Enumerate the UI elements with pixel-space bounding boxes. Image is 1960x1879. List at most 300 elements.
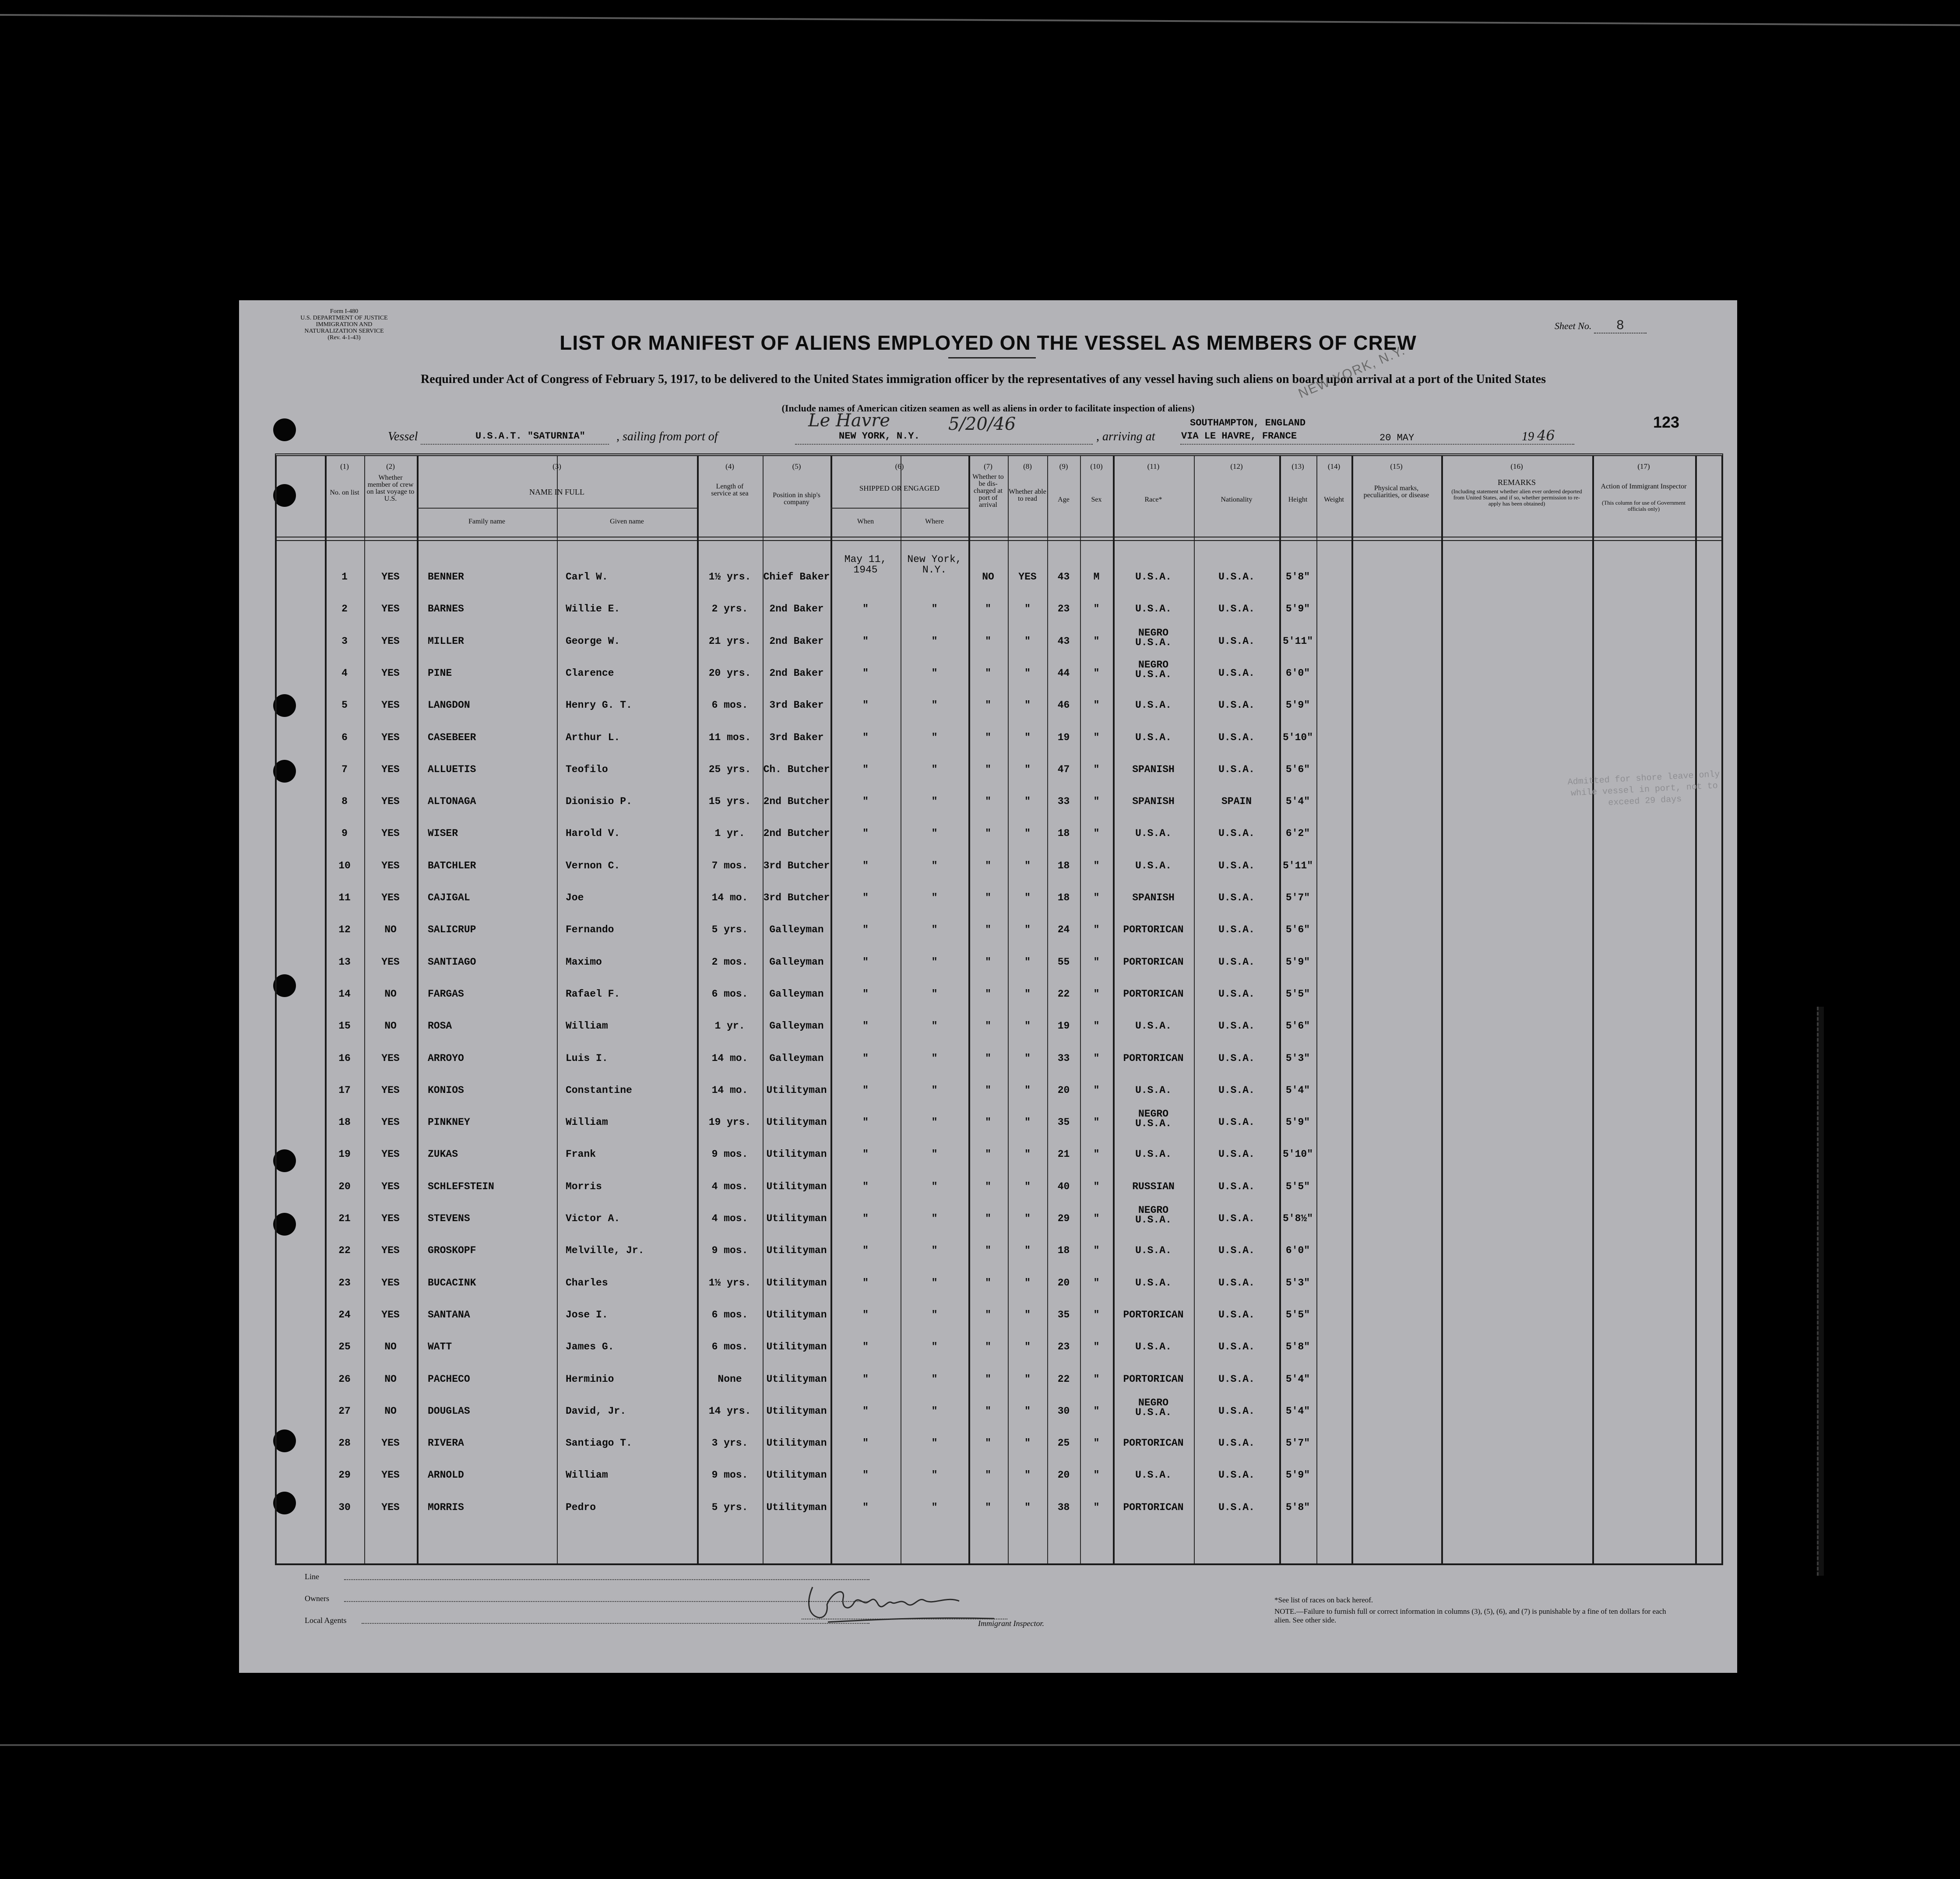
row-length-service: 15 yrs. xyxy=(708,796,751,807)
row-able-to-read: " xyxy=(1024,1148,1031,1160)
row-nationality: U.S.A. xyxy=(1218,828,1255,839)
row-nationality: U.S.A. xyxy=(1218,1053,1255,1064)
row-position: Utilityman xyxy=(766,1117,827,1128)
header-weight: Weight xyxy=(1324,496,1344,503)
row-crew-last-voyage: YES xyxy=(381,1148,400,1160)
row-able-to-read: " xyxy=(1024,1053,1031,1064)
col-number: (2) xyxy=(386,462,395,471)
row-family-name: ARROYO xyxy=(428,1053,464,1064)
row-age: 23 xyxy=(1057,1341,1070,1352)
sailing-from-typed: NEW YORK, N.Y. xyxy=(839,431,920,442)
row-length-service: 2 mos. xyxy=(711,956,748,968)
sailing-line xyxy=(795,444,1093,445)
row-able-to-read: " xyxy=(1024,956,1031,968)
row-height: 5'10" xyxy=(1282,1148,1313,1160)
row-nationality: U.S.A. xyxy=(1218,1469,1255,1481)
row-position: Utilityman xyxy=(766,1469,827,1481)
row-nationality: U.S.A. xyxy=(1218,1117,1255,1128)
row-number: 3 xyxy=(341,636,348,647)
row-family-name: WISER xyxy=(428,828,458,839)
row-length-service: 9 mos. xyxy=(711,1245,748,1256)
row-family-name: SALICRUP xyxy=(428,924,476,935)
row-shipped-when: " xyxy=(862,1309,869,1321)
header-action-note: (This column for use of Government officials only) xyxy=(1602,499,1686,512)
header-crew-last-voyage: Whether member of crew on last voyage to U.S. xyxy=(366,474,415,502)
row-shipped-where: " xyxy=(931,828,938,839)
row-able-to-read: " xyxy=(1024,828,1031,839)
row-race: U.S.A. xyxy=(1135,571,1172,583)
row-nationality: U.S.A. xyxy=(1218,892,1255,903)
form-service: IMMIGRATION AND NATURALIZATION SERVICE xyxy=(304,321,384,334)
row-crew-last-voyage: NO xyxy=(384,1341,397,1352)
row-shipped-when: " xyxy=(862,924,869,935)
row-height: 5'8½" xyxy=(1282,1213,1313,1224)
row-race: U.S.A. xyxy=(1135,860,1172,871)
sailing-from-handwritten: Le Havre xyxy=(808,411,890,431)
row-able-to-read: " xyxy=(1024,1309,1031,1321)
row-shipped-where: " xyxy=(931,667,938,679)
row-family-name: PINE xyxy=(428,667,452,679)
row-given-name: Herminio xyxy=(566,1373,614,1385)
row-number: 27 xyxy=(338,1405,351,1417)
row-race: PORTORICAN xyxy=(1123,924,1184,935)
row-shipped-where: " xyxy=(931,1117,938,1128)
column-divider xyxy=(968,456,970,1563)
row-family-name: GROSKOPF xyxy=(428,1245,476,1256)
row-age: 25 xyxy=(1057,1437,1070,1449)
row-shipped-where: " xyxy=(931,892,938,903)
row-height: 5'4" xyxy=(1285,1085,1310,1096)
header-physical-marks: Physical marks, peculiarities, or disease xyxy=(1363,485,1429,499)
row-shipped-where: " xyxy=(931,1245,938,1256)
scan-border-line xyxy=(0,1744,1960,1746)
row-family-name: ROSA xyxy=(428,1020,452,1032)
header-when: When xyxy=(857,518,874,525)
row-shipped-where: " xyxy=(931,1020,938,1032)
row-shipped-when: " xyxy=(862,1405,869,1417)
row-able-to-read: " xyxy=(1024,1502,1031,1513)
row-height: 5'3" xyxy=(1285,1053,1310,1064)
manifest-sheet xyxy=(239,300,1737,1673)
row-length-service: 6 mos. xyxy=(711,988,748,1000)
col-number: (11) xyxy=(1147,462,1160,471)
row-discharged: " xyxy=(985,1181,991,1192)
row-sex: " xyxy=(1093,1213,1100,1224)
row-height: 5'10" xyxy=(1282,732,1313,743)
row-race: NEGRO U.S.A. xyxy=(1135,1397,1172,1418)
row-sex: " xyxy=(1093,1053,1100,1064)
row-height: 5'4" xyxy=(1285,796,1310,807)
row-position: 2nd Baker xyxy=(769,636,824,647)
sheet-number-label: Sheet No. xyxy=(1555,320,1592,331)
row-length-service: 7 mos. xyxy=(711,860,748,871)
row-age: 30 xyxy=(1057,1405,1070,1417)
row-nationality: U.S.A. xyxy=(1218,1277,1255,1289)
row-able-to-read: " xyxy=(1024,732,1031,743)
col-number: (8) xyxy=(1023,462,1032,471)
row-shipped-when: " xyxy=(862,1053,869,1064)
row-discharged: " xyxy=(985,988,991,1000)
row-discharged: " xyxy=(985,1117,991,1128)
col-number: (5) xyxy=(792,462,801,471)
row-sex: " xyxy=(1093,956,1100,968)
row-shipped-where: New York, N.Y. xyxy=(907,554,962,576)
row-crew-last-voyage: YES xyxy=(381,796,400,807)
row-position: 2nd Butcher xyxy=(763,796,830,807)
row-shipped-when: " xyxy=(862,764,869,775)
header-position: Position in ship's company xyxy=(773,492,820,506)
row-crew-last-voyage: YES xyxy=(381,603,400,615)
row-sex: " xyxy=(1093,1148,1100,1160)
row-race: PORTORICAN xyxy=(1123,1502,1184,1513)
row-discharged: " xyxy=(985,924,991,935)
row-shipped-when: " xyxy=(862,1437,869,1449)
row-shipped-where: " xyxy=(931,1213,938,1224)
row-length-service: 11 mos. xyxy=(708,732,751,743)
row-shipped-where: " xyxy=(931,732,938,743)
row-family-name: PACHECO xyxy=(428,1373,470,1385)
row-given-name: William xyxy=(566,1469,608,1481)
row-shipped-when: " xyxy=(862,860,869,871)
row-height: 5'9" xyxy=(1285,1117,1310,1128)
row-position: 2nd Baker xyxy=(769,603,824,615)
col-number: (9) xyxy=(1059,462,1068,471)
row-given-name: David, Jr. xyxy=(566,1405,626,1417)
row-crew-last-voyage: YES xyxy=(381,1213,400,1224)
row-sex: M xyxy=(1093,571,1100,583)
col-number: (3) xyxy=(552,462,561,471)
row-crew-last-voyage: YES xyxy=(381,1245,400,1256)
column-divider xyxy=(557,456,558,1563)
row-shipped-when: " xyxy=(862,988,869,1000)
row-height: 6'0" xyxy=(1285,1245,1310,1256)
row-shipped-where: " xyxy=(931,699,938,711)
col-number: (15) xyxy=(1390,462,1403,471)
row-number: 21 xyxy=(338,1213,351,1224)
column-divider xyxy=(763,456,764,1563)
row-shipped-when: " xyxy=(862,1085,869,1096)
row-shipped-when: " xyxy=(862,1117,869,1128)
form-number: Form I-480 xyxy=(330,308,359,315)
row-position: Utilityman xyxy=(766,1085,827,1096)
row-family-name: BARNES xyxy=(428,603,464,615)
row-family-name: BATCHLER xyxy=(428,860,476,871)
column-divider xyxy=(1194,456,1195,1563)
name-subheader-rule xyxy=(417,508,697,509)
row-number: 12 xyxy=(338,924,351,935)
header-age: Age xyxy=(1058,496,1070,503)
row-discharged: " xyxy=(985,1341,991,1352)
row-crew-last-voyage: YES xyxy=(381,860,400,871)
row-able-to-read: " xyxy=(1024,1020,1031,1032)
row-height: 5'5" xyxy=(1285,988,1310,1000)
row-able-to-read: " xyxy=(1024,924,1031,935)
row-family-name: CAJIGAL xyxy=(428,892,470,903)
row-number: 15 xyxy=(338,1020,351,1032)
row-number: 29 xyxy=(338,1469,351,1481)
row-discharged: " xyxy=(985,796,991,807)
row-length-service: 6 mos. xyxy=(711,699,748,711)
row-able-to-read: " xyxy=(1024,860,1031,871)
row-height: 5'8" xyxy=(1285,1341,1310,1352)
row-number: 6 xyxy=(341,732,348,743)
row-nationality: U.S.A. xyxy=(1218,1309,1255,1321)
header-shipped-engaged: SHIPPED OR ENGAGED xyxy=(859,484,940,492)
row-length-service: 9 mos. xyxy=(711,1469,748,1481)
row-crew-last-voyage: YES xyxy=(381,732,400,743)
row-able-to-read: " xyxy=(1024,764,1031,775)
row-position: 3rd Baker xyxy=(769,699,824,711)
row-shipped-when: " xyxy=(862,667,869,679)
row-length-service: 1 yr. xyxy=(714,1020,745,1032)
row-sex: " xyxy=(1093,1502,1100,1513)
signature-stroke xyxy=(809,1587,994,1622)
header-nationality: Nationality xyxy=(1221,496,1253,503)
row-discharged: " xyxy=(985,699,991,711)
col-number: (14) xyxy=(1327,462,1341,471)
row-shipped-when: " xyxy=(862,1469,869,1481)
row-sex: " xyxy=(1093,1373,1100,1385)
footer-owners-label: Owners xyxy=(305,1594,329,1603)
row-crew-last-voyage: NO xyxy=(384,1405,397,1417)
arriving-line2: VIA LE HAVRE, FRANCE xyxy=(1181,431,1297,442)
row-given-name: Teofilo xyxy=(566,764,608,775)
row-length-service: 1 yr. xyxy=(714,828,745,839)
document-title: LIST OR MANIFEST OF ALIENS EMPLOYED ON THE VESSEL AS MEMBERS OF CREW xyxy=(559,331,1417,354)
row-sex: " xyxy=(1093,1309,1100,1321)
column-divider xyxy=(697,456,699,1563)
row-length-service: 21 yrs. xyxy=(708,636,751,647)
col-number: (13) xyxy=(1291,462,1304,471)
row-able-to-read: YES xyxy=(1018,571,1037,583)
row-age: 40 xyxy=(1057,1181,1070,1192)
row-sex: " xyxy=(1093,828,1100,839)
row-race: U.S.A. xyxy=(1135,1020,1172,1032)
row-discharged: " xyxy=(985,1405,991,1417)
row-nationality: U.S.A. xyxy=(1218,1437,1255,1449)
row-race: SPANISH xyxy=(1132,892,1175,903)
row-family-name: MORRIS xyxy=(428,1502,464,1513)
row-shipped-when: " xyxy=(862,1148,869,1160)
header-sex: Sex xyxy=(1091,496,1102,503)
row-length-service: 2 yrs. xyxy=(711,603,748,615)
row-able-to-read: " xyxy=(1024,1373,1031,1385)
row-race: PORTORICAN xyxy=(1123,956,1184,968)
col-number: (1) xyxy=(340,462,349,471)
row-number: 5 xyxy=(341,699,348,711)
row-position: Utilityman xyxy=(766,1213,827,1224)
row-family-name: WATT xyxy=(428,1341,452,1352)
row-discharged: " xyxy=(985,1053,991,1064)
page-number: 123 xyxy=(1653,413,1680,431)
row-shipped-where: " xyxy=(931,1437,938,1449)
row-age: 55 xyxy=(1057,956,1070,968)
row-race: NEGRO U.S.A. xyxy=(1135,627,1172,648)
row-family-name: RIVERA xyxy=(428,1437,464,1449)
row-discharged: " xyxy=(985,1148,991,1160)
row-length-service: 14 mo. xyxy=(711,1053,748,1064)
row-shipped-when: " xyxy=(862,699,869,711)
vessel-name: U.S.A.T. "SATURNIA" xyxy=(475,431,585,442)
row-age: 33 xyxy=(1057,1053,1070,1064)
row-number: 22 xyxy=(338,1245,351,1256)
row-given-name: Pedro xyxy=(566,1502,596,1513)
row-crew-last-voyage: YES xyxy=(381,571,400,583)
row-shipped-when: " xyxy=(862,1373,869,1385)
column-divider xyxy=(1113,456,1115,1563)
row-position: Utilityman xyxy=(766,1181,827,1192)
row-nationality: U.S.A. xyxy=(1218,732,1255,743)
row-discharged: " xyxy=(985,732,991,743)
row-shipped-where: " xyxy=(931,1085,938,1096)
row-position: Galleyman xyxy=(769,988,824,1000)
row-given-name: Joe xyxy=(566,892,584,903)
row-discharged: " xyxy=(985,667,991,679)
header-action-inspector: Action of Immigrant Inspector xyxy=(1601,483,1687,490)
col-number: (12) xyxy=(1230,462,1243,471)
row-length-service: 20 yrs. xyxy=(708,667,751,679)
row-age: 29 xyxy=(1057,1213,1070,1224)
row-length-service: 14 mo. xyxy=(711,892,748,903)
row-number: 30 xyxy=(338,1502,351,1513)
row-given-name: William xyxy=(566,1020,608,1032)
row-position: Utilityman xyxy=(766,1148,827,1160)
row-race: PORTORICAN xyxy=(1123,1053,1184,1064)
inspector-label: Immigrant Inspector. xyxy=(978,1619,1044,1628)
row-sex: " xyxy=(1093,1181,1100,1192)
row-nationality: U.S.A. xyxy=(1218,1502,1255,1513)
row-age: 35 xyxy=(1057,1309,1070,1321)
header-bottom-rule xyxy=(277,537,1721,541)
row-family-name: FARGAS xyxy=(428,988,464,1000)
row-sex: " xyxy=(1093,988,1100,1000)
row-nationality: U.S.A. xyxy=(1218,1341,1255,1352)
row-shipped-where: " xyxy=(931,603,938,615)
row-able-to-read: " xyxy=(1024,1437,1031,1449)
row-able-to-read: " xyxy=(1024,603,1031,615)
row-family-name: DOUGLAS xyxy=(428,1405,470,1417)
row-position: Ch. Butcher xyxy=(763,764,830,775)
row-nationality: U.S.A. xyxy=(1218,1181,1255,1192)
row-crew-last-voyage: YES xyxy=(381,956,400,968)
row-height: 5'8" xyxy=(1285,1502,1310,1513)
row-able-to-read: " xyxy=(1024,636,1031,647)
row-nationality: U.S.A. xyxy=(1218,1213,1255,1224)
header-family-name: Family name xyxy=(468,518,505,525)
row-height: 6'2" xyxy=(1285,828,1310,839)
row-position: Galleyman xyxy=(769,956,824,968)
row-length-service: 14 mo. xyxy=(711,1085,748,1096)
row-discharged: " xyxy=(985,860,991,871)
row-crew-last-voyage: YES xyxy=(381,828,400,839)
row-given-name: Santiago T. xyxy=(566,1437,632,1449)
row-family-name: SANTANA xyxy=(428,1309,470,1321)
col-number: (17) xyxy=(1637,462,1650,471)
row-race: U.S.A. xyxy=(1135,828,1172,839)
row-height: 5'4" xyxy=(1285,1373,1310,1385)
row-shipped-where: " xyxy=(931,1469,938,1481)
row-shipped-where: " xyxy=(931,1053,938,1064)
row-position: Galleyman xyxy=(769,1020,824,1032)
row-given-name: William xyxy=(566,1117,608,1128)
row-age: 44 xyxy=(1057,667,1070,679)
row-length-service: 9 mos. xyxy=(711,1148,748,1160)
row-number: 4 xyxy=(341,667,348,679)
row-age: 18 xyxy=(1057,828,1070,839)
row-number: 26 xyxy=(338,1373,351,1385)
row-nationality: U.S.A. xyxy=(1218,603,1255,615)
row-given-name: Fernando xyxy=(566,924,614,935)
row-height: 5'9" xyxy=(1285,1469,1310,1481)
row-discharged: " xyxy=(985,1437,991,1449)
column-divider xyxy=(1080,456,1081,1563)
row-sex: " xyxy=(1093,1245,1100,1256)
row-nationality: U.S.A. xyxy=(1218,1373,1255,1385)
row-position: 3rd Baker xyxy=(769,732,824,743)
row-height: 5'6" xyxy=(1285,764,1310,775)
row-height: 5'5" xyxy=(1285,1181,1310,1192)
row-given-name: Charles xyxy=(566,1277,608,1289)
row-family-name: ALTONAGA xyxy=(428,796,476,807)
row-shipped-when: " xyxy=(862,1245,869,1256)
row-position: Utilityman xyxy=(766,1437,827,1449)
column-divider xyxy=(325,456,327,1563)
row-given-name: Rafael F. xyxy=(566,988,620,1000)
row-shipped-when: " xyxy=(862,732,869,743)
column-divider xyxy=(830,456,832,1563)
row-sex: " xyxy=(1093,1277,1100,1289)
scan-border-line xyxy=(0,14,1960,26)
row-nationality: U.S.A. xyxy=(1218,988,1255,1000)
row-nationality: U.S.A. xyxy=(1218,764,1255,775)
row-crew-last-voyage: YES xyxy=(381,1053,400,1064)
row-family-name: ARNOLD xyxy=(428,1469,464,1481)
row-shipped-when: " xyxy=(862,956,869,968)
row-race: U.S.A. xyxy=(1135,699,1172,711)
row-number: 11 xyxy=(338,892,351,903)
row-race: U.S.A. xyxy=(1135,1085,1172,1096)
row-given-name: Henry G. T. xyxy=(566,699,632,711)
row-position: 3rd Butcher xyxy=(763,892,830,903)
row-shipped-where: " xyxy=(931,924,938,935)
row-crew-last-voyage: YES xyxy=(381,1117,400,1128)
row-nationality: U.S.A. xyxy=(1218,1148,1255,1160)
row-family-name: BUCACINK xyxy=(428,1277,476,1289)
row-age: 19 xyxy=(1057,1020,1070,1032)
row-race: PORTORICAN xyxy=(1123,1437,1184,1449)
row-family-name: LANGDON xyxy=(428,699,470,711)
form-revision: (Rev. 4-1-43) xyxy=(327,334,361,341)
sheet-number-value: 8 xyxy=(1594,318,1647,334)
footer-agents-label: Local Agents xyxy=(305,1616,347,1625)
row-given-name: Willie E. xyxy=(566,603,620,615)
row-race: PORTORICAN xyxy=(1123,1373,1184,1385)
arriving-line xyxy=(1180,444,1574,445)
row-crew-last-voyage: YES xyxy=(381,1277,400,1289)
row-shipped-where: " xyxy=(931,1309,938,1321)
row-crew-last-voyage: YES xyxy=(381,1469,400,1481)
col-number: (7) xyxy=(984,462,992,471)
row-number: 23 xyxy=(338,1277,351,1289)
row-race: U.S.A. xyxy=(1135,1469,1172,1481)
row-nationality: U.S.A. xyxy=(1218,924,1255,935)
row-position: Utilityman xyxy=(766,1502,827,1513)
row-age: 47 xyxy=(1057,764,1070,775)
row-height: 5'11" xyxy=(1282,636,1313,647)
row-family-name: ZUKAS xyxy=(428,1148,458,1160)
row-length-service: 14 yrs. xyxy=(708,1405,751,1417)
arriving-line1: SOUTHAMPTON, ENGLAND xyxy=(1190,418,1306,428)
